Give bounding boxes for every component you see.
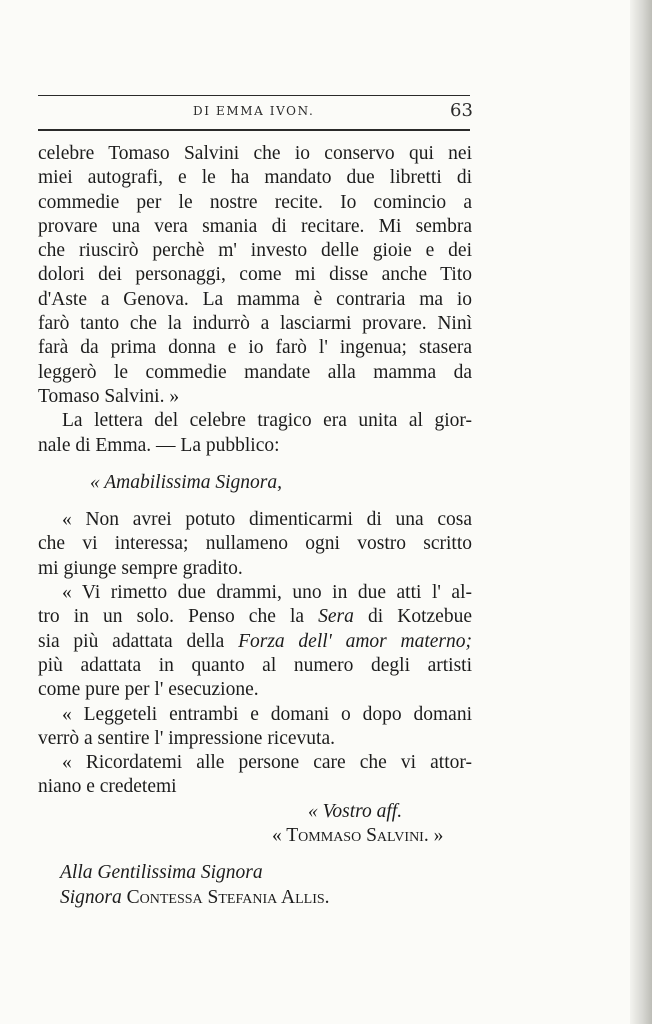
text-line: miei autografi, e le ha mandato due libretti di [38,167,472,189]
text-line: come pure per l' esecuzione. [38,679,259,701]
text-line: niano e credetemi [38,776,177,798]
text-run: tro in un solo. Penso che la [38,606,319,628]
text-line: che vi interessa; nullameno ogni vostro scritto [38,533,472,555]
text-run: di Kotzebue [353,606,472,628]
text-line: celebre Tomaso Salvini che io conservo qui nei [38,143,472,164]
letter-paragraph-3 [38,703,472,752]
text-line: commedie per le nostre recite. Io comincio a [38,191,472,213]
text-line: più adattata in quanto al numero degli artisti [38,654,472,676]
text-line: Tomaso Salvini. » [38,385,180,407]
paragraph-introduction [38,409,472,458]
text-line: provare una vera smania di recitare. Mi sembra [38,215,472,237]
text-line: leggerò le commedie mandate alla mamma da [38,361,472,383]
play-title-sera: Sera [318,606,354,628]
text-line: verrò a sentire l' impressione ricevuta. [38,727,335,749]
text-line: che riuscirò perchè m' investo delle gioie e dei [38,240,472,262]
text-line: dolori dei personaggi, come mi disse anche Tito [38,264,472,286]
text-line: « Non avrei potuto dimenticarmi di una cosa [62,509,472,531]
letter-greeting: « Amabilissima Signora, [90,471,282,493]
header-rule-bottom [38,129,470,131]
text-line: « Leggeteli entrambi e domani o dopo domani [62,703,472,725]
letter-paragraph-2 [38,581,472,702]
text-line: farà da prima donna e io farò l' ingenua; stasera [38,337,472,359]
running-title: DI EMMA IVON. [193,104,315,118]
text-line: « Ricordatemi alle persone care che vi attor- [62,752,472,774]
page-number: 63 [450,100,473,121]
letter-signature: « Tommaso Salvini. » [272,825,444,847]
address-line-1: Alla Gentilissima Signora [60,862,263,884]
text-line: La lettera del celebre tragico era unita al gior- [62,410,472,432]
text-line [38,605,472,629]
text-line: mi giunge sempre gradito. [38,557,243,579]
text-line: d'Aste a Genova. La mamma è contraria ma io [38,288,472,310]
address-line-2 [60,886,472,910]
text-line: farò tanto che la indurrò a lasciarmi provare. Ninì [38,313,472,335]
play-title-forza: Forza dell' amor materno; [238,630,472,652]
text-run: sia più adattata della [38,630,239,652]
address-title: Signora [60,886,122,908]
letter-paragraph-4 [38,751,472,800]
page-body [38,142,472,910]
text-line: nale di Emma. — La pubblico: [38,434,280,456]
text-line: « Vi rimetto due drammi, uno in due atti l' al- [62,582,472,604]
address-name: Contessa Stefania Allis. [121,886,330,908]
text-line [38,630,472,654]
letter-paragraph-1 [38,508,472,581]
page-edge-shadow [630,0,652,1024]
letter-closing: « Vostro aff. [308,800,403,822]
paragraph-diary-end [38,142,472,409]
header-rule-top [38,95,470,96]
